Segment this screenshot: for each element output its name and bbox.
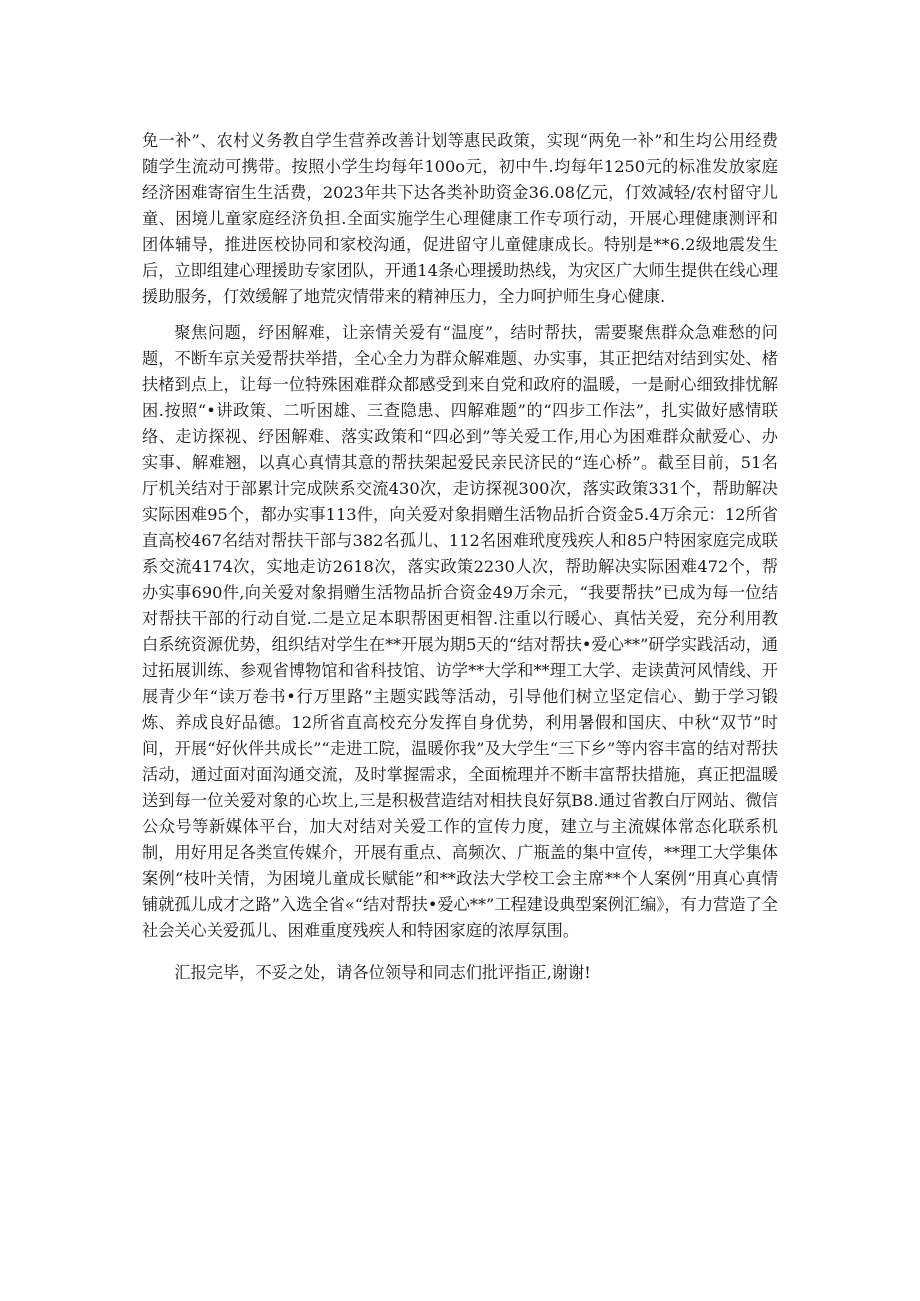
paragraph-policy-subsidies: 免一补”、农村义务教自学生营养改善计划等惠民政策，实现“两免一补”和生均公用经费随学生流动可携带。按照小学生均每年100o元，初中牛.均每年1250元的标准发放家庭经济困难寄宿生生活费，2023年共下达各类补助资金36.08亿元，仃效减轻/农村留守儿童、困境儿童家庭经济负担.全面实施学生心理健康工作专项行动，开展心理健康测评和团体辅导，推进医校协同和家校沟通，促进留守儿童健康成长。特别是**6.2级地震发生后，立即组建心理援助专家团队，开通14条心理援助热线，为灾区广大师生提供在线心理援助服务，仃效缓解了地荒灾情带来的精神压力，全力呵护师生身心健康.: [142, 131, 778, 306]
paragraph-targeted-assistance: 聚焦问题，纾困解难，让亲情关爱有“温度”，结时帮扶，需要聚焦群众急难愁的问题，不断车京关爱帮扶举措，全心全力为群众解难题、办实事，其正把结对结到实处、楮扶楮到点上，让每一位特殊困难群众都感受到来自党和政府的温暖，一是耐心细致排忧解困.按照“•讲政策、二听困雄、三查隐患、四解难题”的“四步工作法”，扎实做好感情联络、走访探视、纾困解难、落实政策和“四必到”等关爱工作,用心为困难群众献爱心、办实事、解难翘，以真心真情其意的帮扶架起爱民亲民济民的“连心桥”。截至目前，51名厅机关结对于部累计完成陕系交流430次，走访探视300次，落实政策331个，帮助解决实际困难95个，都办实事113件，向关爱对象捐赠生活物品折合资金5.4万余元：12所省直高校467名结对帮扶干部与382名孤儿、112名困难玳度残疾人和85户特困家庭完成联系交流4174次，实地走访2618次，落实政策2230人次，帮助解决实际困难472个，帮办实事690件,向关爱对象捐赠生活物品折合资金49万余元，“我要帮扶”已成为每一位结对帮扶干部的行动自觉.二是立足本职帮困更相智.注重以行暖心、真怙关爱，充分利用教白系统资源优势，组织结对学生在**开展为期5天的“结对帮扶•爱心**”研学实践活动，通过拓展训练、参观省博物馆和省科技馆、访学**大学和**理工大学、走读黄河风情线、开展青少年“读万卷书•行万里路”主题实践等活动，引导他们树立坚定信心、勤于学习锻炼、养成良好品德。12所省直高校充分发挥自身优势，利用暑假和国庆、中秋“双节”时间，开展“好伙伴共成长”“走进工院，温暖你我”及大学生“三下乡”等内容丰富的结对帮扶活动，通过面对面沟通交流，及时掌握需求，全面梳理并不断丰富帮扶措施，真正把温暖送到每一位关爱对象的心坎上,三是积极营造结对相扶良好氛B8.通过省教白厅网站、微信公众号等新媒体平台，加大对结对关爱工作的宣传力度，建立与主流媒体常态化联系机制，用好用足各类宣传媒介，开展有重点、高频次、广瓶盖的集中宣传，**理工大学集体案例“枝叶关情，为困境儿童成长赋能”和**政法大学校工会主席**个人案例“用真心真情铺就孤儿成才之路”入选全省«“结对帮扶•爱心**”工程建设典型案例汇编》，有力营造了全社会关心关爱孤儿、困难重度残疾人和特困家庭的浓厚氛围。: [142, 323, 778, 940]
document-page: [142, 128, 778, 986]
paragraph-closing-remarks: 汇报完毕，不妥之处，请各位领导和同志们批评指正,谢谢!: [174, 963, 591, 982]
